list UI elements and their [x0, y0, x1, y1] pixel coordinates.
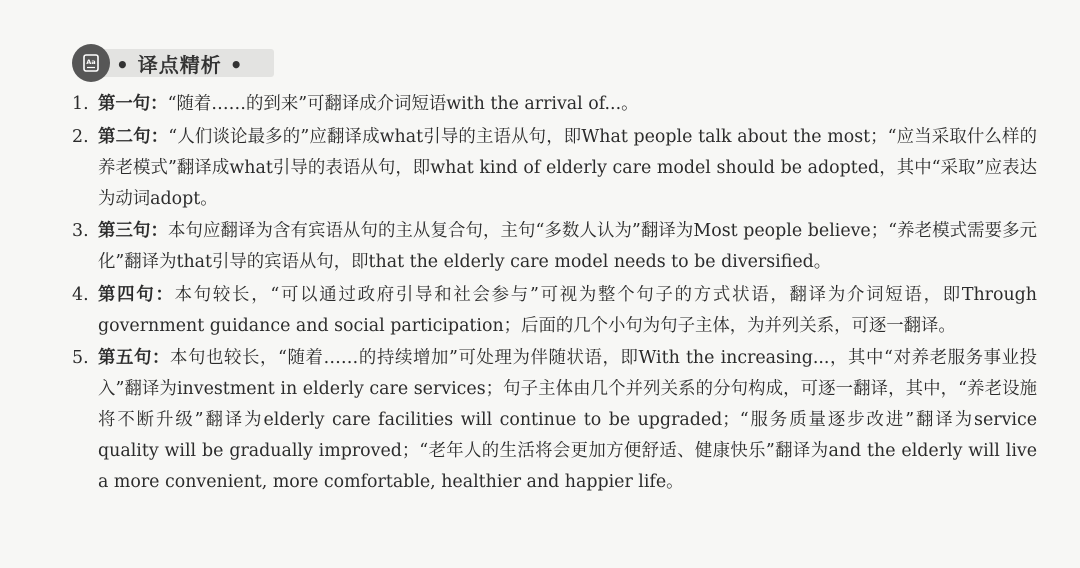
- item-label: 第三句：: [98, 221, 168, 241]
- item-body: [98, 343, 1037, 498]
- item-label: 第四句：: [98, 284, 175, 305]
- item-body: [98, 280, 1037, 342]
- item-text: 本句应翻译为含有宾语从句的主从复合句，主句“多数人认为”翻译为Most people believe；“养老模式需要多元化”翻译为that引导的宾语从句，即that the elderly care model needs to be diversified。: [98, 221, 1037, 272]
- book-icon: [81, 53, 101, 73]
- item-label: 第二句：: [98, 126, 169, 147]
- item-label: 第五句：: [98, 348, 171, 368]
- item-text: 本句也较长，“随着……的持续增加”可处理为伴随状语，即With the increasing...，其中“对养老服务事业投入”翻译为investment in elderly care services；句子主体由几个并列关系的分句构成，可逐一翻译，其中，“养老设施将不断升级”翻译为elderly care facilities will continue to be upgraded；“服务质量逐步改进”翻译为service quality will be gradually improved；“老年人的生活将会更加方便舒适、健康快乐”翻译为and the elderly will live a more convenient, more comfortable, healthier and happier life。: [98, 348, 1037, 492]
- item-body: [98, 216, 1037, 278]
- item-body: [98, 89, 1037, 120]
- list-item: [72, 280, 1037, 342]
- svg-text:Aa: Aa: [86, 58, 96, 66]
- item-number: 2.: [72, 126, 89, 147]
- list-item: [72, 343, 1037, 498]
- item-text: “随着……的到来”可翻译成介词短语with the arrival of...。: [167, 94, 639, 114]
- list-item: [72, 216, 1037, 278]
- list-item: [72, 89, 1037, 120]
- item-number: 3.: [72, 221, 89, 241]
- section-title: • 译点精析 •: [116, 52, 244, 77]
- item-label: 第一句：: [98, 94, 168, 114]
- item-number: 1.: [72, 94, 89, 114]
- section-header: [72, 44, 244, 82]
- analysis-list: [72, 89, 1037, 500]
- item-text: “人们谈论最多的”应翻译成what引导的主语从句，即What people talk about the most；“应当采取什么样的养老模式”翻译成what引导的表语从句，即what kind of elderly care model should be adopted，其中“采取”应表达为动词adopt。: [98, 126, 1037, 209]
- item-body: [98, 122, 1037, 215]
- list-item: [72, 122, 1037, 215]
- translation-book-icon: [72, 44, 110, 82]
- item-number: 4.: [72, 284, 89, 305]
- item-text: 本句较长，“可以通过政府引导和社会参与”可视为整个句子的方式状语，翻译为介词短语，即Through government guidance and social participation；后面的几个小句为句子主体，为并列关系，可逐一翻译。: [98, 284, 1037, 336]
- item-number: 5.: [72, 348, 89, 368]
